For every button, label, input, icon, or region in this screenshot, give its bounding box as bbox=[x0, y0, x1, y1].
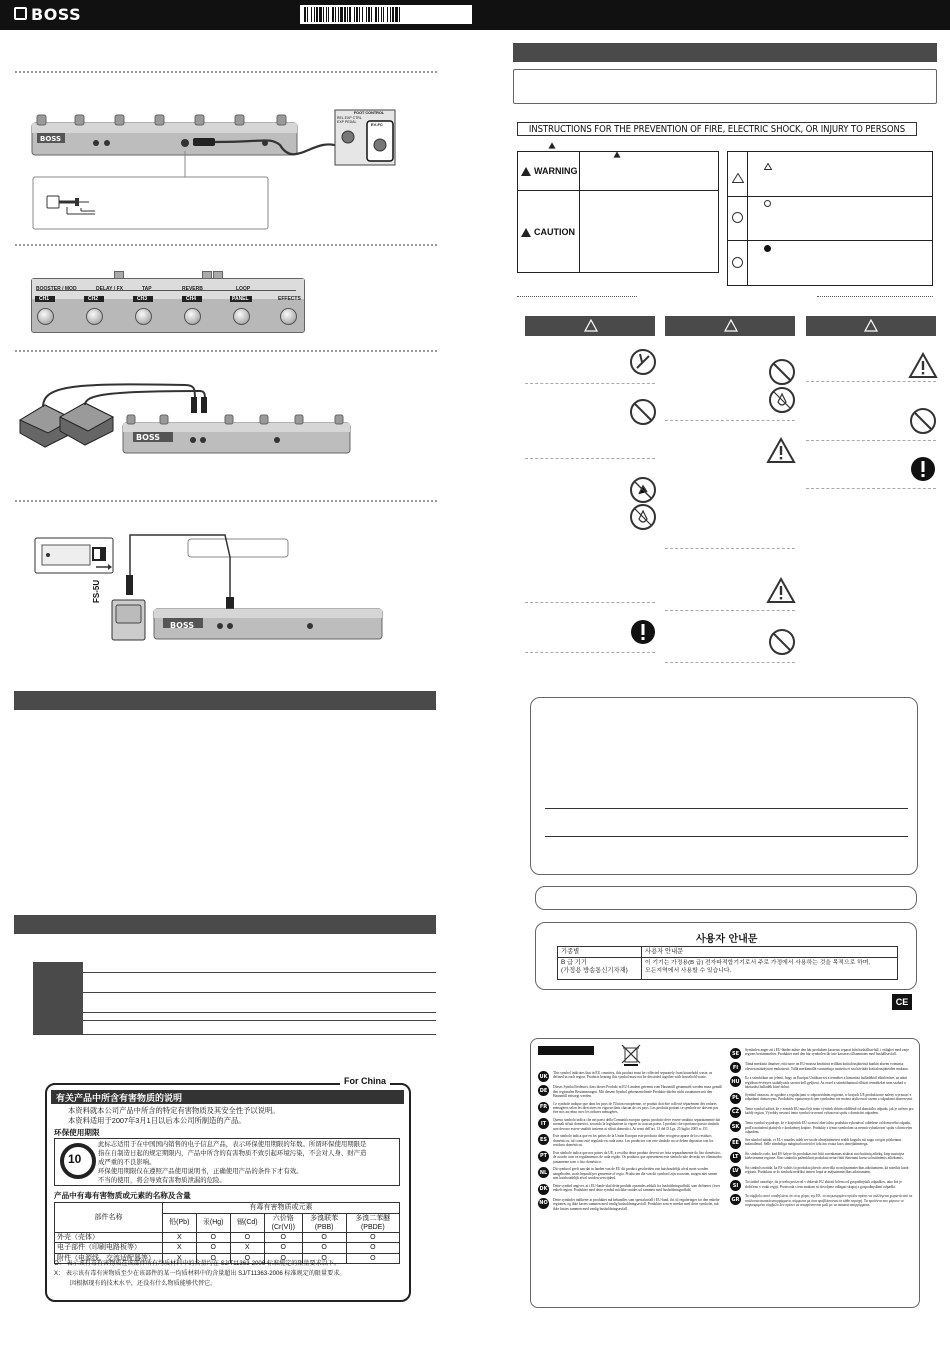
mandatory-inline-icon bbox=[764, 245, 771, 252]
triangle-inline-icon bbox=[764, 157, 772, 175]
weee-text: Questo simbolo indica che nei paesi della Comunità europea questo prodotto deve essere smaltito separatamente dai normali rifiuti domestici, secondo la legislazione in vigore in ciascun paese. I prodotti che riportano questo simbolo non devono essere smaltiti insieme ai rifiuti domestici. Ai sensi dell'art. 13 del D.Lgs. 25 luglio 2005 n. 151. bbox=[553, 1118, 720, 1131]
hazard-table bbox=[54, 1202, 400, 1264]
brand-logo: BOSS bbox=[31, 5, 82, 24]
weee-entry bbox=[538, 1151, 722, 1164]
ko-cell: 이 기기는 가정용(B 급) 전자파적합기기로서 주로 가정에서 사용하는 것을 목적으로 하며, 모든지역에서 사용할 수 있습니다. bbox=[642, 958, 898, 980]
warning-triangle-icon bbox=[766, 577, 796, 604]
for-china-badge: For China bbox=[340, 1076, 390, 1086]
prohibited-icon bbox=[768, 358, 796, 386]
ko-header: 기종별 bbox=[558, 947, 642, 958]
panel-jack bbox=[114, 271, 124, 279]
substance-header: 镉(Cd) bbox=[230, 1213, 264, 1232]
period-title: 环保使用期限 bbox=[54, 1128, 100, 1137]
section-divider bbox=[15, 244, 437, 246]
group-label: DELAY / FX bbox=[96, 286, 123, 292]
weee-text: Tento symbol udává, že v zemích EU musí být tento výrobek sbírán odděleně od domácího odpadu, jak je určeno pro každý region. Výrobky nesoucí tento symbol se nesmí vyhazovat spolu s domácím odpadem. bbox=[745, 1106, 914, 1116]
weee-text: Dit symbool geeft aan dat in landen van de EU dit product gescheiden van huishoudelijk afval moet worden aangeboden, zoals bepaald per gemeente of regio. Producten die van dit symbool zijn voorzien, mogen niet samen met huishoudelijk afval worden verwijderd. bbox=[553, 1167, 718, 1181]
section-divider bbox=[15, 71, 437, 73]
weee-text: Dieses Symbol bedeutet, dass dieses Produkt in EU-Ländern getrennt vom Hausmüll gesammelt werden muss gemäß den regionalen Bestimmungen. Mit diesem Symbol gekennzeichnete Produkte dürfen nicht zusammen mit den Hausmüll entsorgt werden. bbox=[553, 1085, 722, 1098]
barcode bbox=[300, 5, 472, 24]
caution-row bbox=[521, 227, 575, 237]
table-divider bbox=[747, 152, 748, 285]
period-text-5: 不当的使用，将会导致有害物质泄漏的危险。 bbox=[98, 1177, 226, 1184]
warning-caution-table bbox=[517, 151, 719, 273]
cell: O bbox=[196, 1253, 230, 1264]
ko-header: 사용자 안내문 bbox=[642, 947, 898, 958]
weee-text: Este símbolo indica que nos países da UE, a recolha deste produto deverá ser feita separadamente do lixo doméstico, de acordo com os regulamentos de cada região. Os produtos que apresentem este símbolo não deverão ser eliminados juntamente com o lixo doméstico. bbox=[553, 1150, 722, 1164]
korean-title: 사용자 안내문 bbox=[696, 934, 758, 945]
mandatory-symbol-icon bbox=[732, 257, 743, 268]
box-rule bbox=[545, 808, 908, 809]
table-divider bbox=[579, 152, 580, 272]
note-x-1: X： 表示该有毒有害物质至少在该部件的某一均质材料中的含量超出 SJ/T11363-2006 标准规定的限量要求。 bbox=[54, 1270, 346, 1277]
weee-entry bbox=[730, 1138, 914, 1149]
caution-icon bbox=[521, 228, 531, 237]
language-badge: FR bbox=[538, 1102, 549, 1113]
weee-entry bbox=[538, 1134, 722, 1147]
language-badge: NL bbox=[538, 1167, 549, 1178]
weee-right-column bbox=[730, 1048, 914, 1211]
footswitch bbox=[184, 308, 201, 325]
item-divider bbox=[525, 458, 655, 459]
part-name: 附件（电源线、交流适配器等） bbox=[55, 1253, 163, 1264]
group-label: BOOSTER / MOD bbox=[36, 286, 77, 292]
section-header-bar bbox=[14, 691, 436, 710]
prohibited-icon bbox=[768, 628, 796, 656]
section-divider bbox=[817, 296, 933, 297]
do-not-disassemble-icon bbox=[629, 348, 657, 376]
spec-row bbox=[83, 992, 436, 993]
weee-text: Šis simbols norāda, ka ES valstīs šo produktu jāievāc atsevišķi no mājsaimniecības atkritumiem, kā noteikts katrā reģionā. Produktus ar šo simbolu nedrīkst izmest kopā ar mājsaimniecības atkritumiem. bbox=[745, 1165, 909, 1175]
language-badge: LT bbox=[730, 1152, 741, 1163]
language-badge: SK bbox=[730, 1121, 741, 1132]
pedal-brand: BOSS bbox=[170, 621, 195, 630]
cell: X bbox=[163, 1232, 197, 1243]
cell: O bbox=[196, 1232, 230, 1243]
language-badge: EE bbox=[730, 1138, 741, 1149]
language-badge: SE bbox=[730, 1048, 741, 1059]
weee-text: Tento symbol vyjadruje, že v krajinách EÚ sa musí zber tohto produktu vykonávať oddelene od domového odpadu, podľa nariadení platných v konkrétnej krajine. Produkty s týmto symbolom sa nesmú vyhadzovať spolu s domovým odpadom. bbox=[745, 1121, 913, 1134]
weee-bin-icon bbox=[620, 1043, 642, 1067]
note-x-2: 因根据现有的技术水平，还没有什么物质能够代替它。 bbox=[70, 1280, 217, 1287]
cell: O bbox=[302, 1253, 346, 1264]
language-badge: LV bbox=[730, 1166, 741, 1177]
weee-entry bbox=[730, 1048, 914, 1059]
weee-text: Este símbolo indica que en los países de la Unión Europea este producto debe recogerse aparte de los residuos domésticos, tal como esté regulado en cada zona. Los productos con este símbolo no se deben depositar con los residuos domésticos. bbox=[553, 1134, 714, 1148]
no-water-icon bbox=[768, 386, 796, 414]
prohibited-icon bbox=[909, 407, 937, 435]
note-o: O： 表示该有毒有害物质在该部件所有均质材料中的含量均在 SJ/T11363-2006 标准规定的限量要求以下。 bbox=[54, 1260, 340, 1267]
item-divider bbox=[525, 383, 655, 384]
barcode-bar bbox=[400, 7, 402, 22]
item-divider bbox=[525, 652, 655, 653]
warning-icon bbox=[521, 167, 531, 176]
instructions-title: INSTRUCTIONS FOR THE PREVENTION OF FIRE, ELECTRIC SHOCK, OR INJURY TO PERSONS bbox=[517, 122, 917, 136]
weee-entry bbox=[730, 1180, 914, 1191]
weee-left-column bbox=[538, 1071, 722, 1214]
spec-row bbox=[83, 1020, 436, 1021]
foot-control-left-label: REL EXP CTRL EXP PEDAL bbox=[337, 116, 362, 124]
cell: O bbox=[230, 1253, 264, 1264]
substance-header: 铅(Pb) bbox=[163, 1213, 197, 1232]
section-divider bbox=[517, 296, 637, 297]
language-badge: IT bbox=[538, 1118, 549, 1129]
header-bar bbox=[0, 0, 950, 30]
cell: O bbox=[346, 1243, 399, 1254]
regulatory-box bbox=[530, 697, 918, 875]
cell: O bbox=[230, 1232, 264, 1243]
korean-table bbox=[557, 946, 898, 980]
period-text-2: 指在自制造日起的规定期限内，产品中所含的有害物质不致引起环境污染，不会对人身、财产造 bbox=[98, 1150, 367, 1157]
cell: O bbox=[264, 1253, 302, 1264]
footswitch-panel bbox=[31, 278, 305, 333]
spec-row bbox=[83, 972, 436, 973]
item-divider bbox=[806, 381, 936, 382]
weee-entry bbox=[538, 1167, 722, 1180]
panel-jack bbox=[202, 271, 212, 279]
part-name: 电子部件（印刷电路板等） bbox=[55, 1243, 163, 1254]
weee-entry bbox=[730, 1152, 914, 1163]
cell: O bbox=[346, 1232, 399, 1243]
language-badge: ES bbox=[538, 1134, 549, 1145]
weee-text: Ta simbol označuje, da je treba proizvod v državah EU zbirati ločeno od gospodinjskih odpadkov, tako kot je določeno v vsaki regiji. Proizvoda s tem znakom ni dovoljeno odlagati skupaj z gospodinjskimi odpadki. bbox=[745, 1180, 902, 1189]
prohibited-symbol-icon bbox=[732, 212, 743, 223]
weee-text: Το σύμβολο αυτό υποδηλώνει ότι στις χώρες της ΕΕ, το συγκεκριμένο προϊόν πρέπει να συλλέγεται χωριστά από τα υπόλοιπα οικιακά απορρίμματα, σύμφωνα με όσα προβλέπονται σε κάθε περιοχή. Τα προϊόντα που φέρουν το συγκεκριμένο σύμβολο δεν πρέπει να απορρίπτονται μαζί με τα οικιακά απορρίμματα. bbox=[745, 1194, 913, 1208]
china-intro-2: 本资料适用于2007年3月1日以后本公司所制造的产品。 bbox=[68, 1116, 246, 1125]
figure-exp-pedal-connection bbox=[15, 95, 440, 235]
warning-triangle-icon bbox=[549, 142, 556, 148]
weee-entry bbox=[730, 1194, 914, 1207]
symbol-legend-table bbox=[727, 151, 933, 286]
language-badge: PT bbox=[538, 1151, 549, 1162]
cell: O bbox=[196, 1243, 230, 1254]
section-divider bbox=[15, 500, 437, 502]
panel-jack bbox=[213, 271, 223, 279]
weee-entry bbox=[538, 1085, 722, 1098]
cell: X bbox=[163, 1253, 197, 1264]
language-badge: FI bbox=[730, 1062, 741, 1073]
group-label: TAP bbox=[142, 286, 152, 292]
no-water-icon bbox=[629, 503, 657, 531]
prohibited-icon bbox=[629, 398, 657, 426]
table-row bbox=[55, 1243, 400, 1254]
substance-header: 六价铬 (Cr(VI)) bbox=[264, 1213, 302, 1232]
item-divider bbox=[806, 488, 936, 489]
part-header: 部件名称 bbox=[55, 1203, 163, 1233]
weee-text: Tämä merkintä ilmaisee, että tuote on EU-maissa kerättävä erillään kotitalousjätteistä kunkin alueen voimassa olevien määräysten mukaisesti. Tällä merkinnällä varustettuja tuotteita ei saa hävittää kotitalousjätteiden mukana. bbox=[745, 1062, 909, 1071]
footswitch bbox=[233, 308, 250, 325]
group-label: LOOP bbox=[236, 286, 251, 292]
warning-row bbox=[521, 166, 578, 176]
item-divider bbox=[525, 602, 655, 603]
cell: X bbox=[230, 1243, 264, 1254]
table-divider bbox=[728, 240, 932, 241]
box-rule bbox=[545, 836, 908, 837]
weee-text: Šis simbolis rodo, kad ES šalyse šis produktas turi būti surenkamas atskirai nuo buitinių atliekų, kaip nustatyta kiekviename regione. Šiuo simboliu paženklinti produktai neturi būti išmetami kartu su buitinėmis atliekomis. bbox=[745, 1151, 905, 1161]
button-label: CH2 bbox=[88, 296, 99, 302]
weee-entry bbox=[538, 1184, 722, 1195]
ko-cell: B 급 기기 (가정용 방송통신기자재) bbox=[558, 958, 642, 980]
weee-text: See sümbol näitab, et EL-i maades tuleb see toode olmejäätmetest eraldi koguda, nii nagu on igas piirkonnas määratletud. Selle sümboliga märgitud tooteid ei tohi ära visata koos olmejäätmetega. bbox=[745, 1137, 902, 1146]
weee-text: Ez a szimbólum azt jelenti, hogy az Európai Unióban ezt a terméket a háztartási hulladéktól elkülönítve, az adott régióban érvényes szabályozás szerint kell gyűjteni. Az ezzel a szimbólummal ellátott termékeket nem szabad a háztartási hulladék közé dobni. bbox=[745, 1076, 908, 1090]
weee-text: Dette symbol angiver, at i EU-lande skal dette produkt opsamles adskilt fra husholdningsaffald, som defineret i hver enkelt region. Produkter med dette symbol må ikke smides ud sammen med husholdningsaffald. bbox=[553, 1183, 721, 1193]
weee-text: Symbol oznacza, że zgodnie z regulacjami w odpowiednim regionie, w krajach UE produktu nie należy wyrzucać z odpadami domowymi. Produktów opatrzonych tym symbolem nie można utylizować razem z odpadami domowymi. bbox=[745, 1092, 913, 1102]
table-divider bbox=[518, 190, 718, 191]
table-row bbox=[55, 1232, 400, 1243]
button-label: PANEL bbox=[232, 296, 249, 302]
footswitch bbox=[86, 308, 103, 325]
spec-row bbox=[83, 1012, 436, 1013]
cell: O bbox=[302, 1232, 346, 1243]
language-badge: GR bbox=[730, 1194, 741, 1205]
spec-table-header bbox=[33, 962, 83, 1034]
item-divider bbox=[665, 420, 795, 421]
weee-entry bbox=[730, 1107, 914, 1118]
weee-entry bbox=[538, 1071, 722, 1082]
eco-period-number: 10 bbox=[68, 1152, 82, 1166]
language-badge: DE bbox=[538, 1085, 549, 1096]
warning-label: WARNING bbox=[534, 166, 578, 176]
period-text-3: 成严重的不良影响。 bbox=[98, 1159, 156, 1166]
button-label: CH4 bbox=[186, 296, 197, 302]
notice-box bbox=[513, 69, 937, 104]
ce-mark: CE bbox=[892, 994, 912, 1010]
triangle-outline-icon bbox=[732, 170, 744, 180]
weee-text: Symbolen anger att i EU-länder måste den här produkten kasseras separat från hushållsavfall, i enlighet med varje regions bestämmelser. Produkter med den här symbolen får inte kasseras tillsammans med hushållsavfall. bbox=[745, 1048, 909, 1057]
boss-logo-icon bbox=[14, 7, 27, 20]
foot-control-right-label: EV-FC bbox=[371, 122, 383, 127]
section-header-bar bbox=[513, 43, 937, 62]
weee-label-bar bbox=[538, 1046, 594, 1055]
prohibited-inline-icon bbox=[764, 200, 771, 207]
language-badge: UK bbox=[538, 1071, 549, 1082]
weee-text: This symbol indicates that in EU countries, this product must be collected separately from household waste, as defined in each region. Products bearing this symbol must not be discarded together with household waste. bbox=[553, 1071, 713, 1080]
section-divider bbox=[15, 350, 437, 352]
cell: O bbox=[264, 1243, 302, 1254]
caution-label: CAUTION bbox=[534, 227, 575, 237]
group-rule bbox=[36, 290, 296, 291]
spec-row bbox=[33, 1034, 436, 1035]
weee-entry bbox=[730, 1121, 914, 1134]
figure-footswitch-connection bbox=[30, 525, 390, 645]
china-intro-1: 本资料就本公司产品中所含的特定有害物质及其安全性予以说明。 bbox=[68, 1106, 280, 1115]
substance-header: 汞(Hg) bbox=[196, 1213, 230, 1232]
weee-entry bbox=[730, 1093, 914, 1104]
cell: O bbox=[302, 1243, 346, 1254]
china-title: 有关产品中所含有害物质的说明 bbox=[56, 1093, 183, 1103]
figure-two-pedals bbox=[15, 375, 355, 460]
table-title: 产品中有毒有害物质或元素的名称及含量 bbox=[54, 1191, 191, 1200]
mandatory-icon bbox=[909, 455, 937, 483]
foot-control-title: FOOT CONTROL bbox=[353, 111, 385, 115]
cell: O bbox=[264, 1232, 302, 1243]
footswitch bbox=[135, 308, 152, 325]
table-divider bbox=[728, 196, 932, 197]
language-badge: DK bbox=[538, 1184, 549, 1195]
do-not-touch-icon bbox=[629, 476, 657, 504]
weee-entry bbox=[538, 1198, 722, 1211]
fs5u-label: FS-5U bbox=[92, 579, 101, 603]
weee-entry bbox=[730, 1166, 914, 1177]
weee-entry bbox=[538, 1118, 722, 1131]
footswitch bbox=[280, 308, 297, 325]
item-divider bbox=[806, 440, 936, 441]
period-text-4: 环保使用期限仅在遵照产品使用说明书，正确使用产品的条件下才有效。 bbox=[98, 1168, 303, 1175]
language-badge: HU bbox=[730, 1076, 741, 1087]
weee-text: Dette symbolet indikerer at produktet må behandles som spesialavfall i EU-land, iht. til reguleringer for den enkelte regionen, og ikke kastes sammen med vanlig husholdningsavfall. Produkter som er merket med dette symbolet, må ikke kastes sammen med vanlig husholdningsavfall. bbox=[553, 1197, 720, 1211]
button-label: CH1 bbox=[39, 296, 50, 302]
language-badge: PL bbox=[730, 1093, 741, 1104]
weee-text: Ce symbole indique que dans les pays de l'Union européenne, ce produit doit être collecté séparément des ordures ménagères selon les directives en vigueur dans chacun de ces pays. Les produits portant ce symbole ne doivent pas être mis au rebut avec les ordures ménagères. bbox=[553, 1101, 719, 1115]
language-badge: SI bbox=[730, 1180, 741, 1191]
item-divider bbox=[665, 548, 795, 549]
button-label: EFFECTS bbox=[278, 296, 301, 302]
warning-triangle-icon bbox=[766, 437, 796, 464]
substance-header: 多溴二苯醚 (PBDE) bbox=[346, 1213, 399, 1232]
period-text-1: 此标志适用于在中国国内销售的电子信息产品，表示环保使用期限的年数。所谓环保使用期限是 bbox=[98, 1141, 367, 1148]
substance-header: 多溴联苯 (PBB) bbox=[302, 1213, 346, 1232]
footswitch bbox=[37, 308, 54, 325]
pedal-brand: BOSS bbox=[136, 433, 161, 442]
weee-entry bbox=[538, 1102, 722, 1115]
weee-entry bbox=[730, 1062, 914, 1073]
button-label: CH3 bbox=[137, 296, 148, 302]
part-name: 外壳（壳体） bbox=[55, 1232, 163, 1243]
group-label: REVERB bbox=[182, 286, 203, 292]
warning-header-icon bbox=[724, 319, 738, 332]
warning-header-icon bbox=[584, 319, 598, 332]
notice-box-2 bbox=[535, 886, 917, 910]
language-badge: NO bbox=[538, 1198, 549, 1209]
item-divider bbox=[665, 610, 795, 611]
cell: O bbox=[346, 1253, 399, 1264]
cell: X bbox=[163, 1243, 197, 1254]
item-divider bbox=[665, 662, 795, 663]
svg-text:BOSS: BOSS bbox=[40, 135, 62, 143]
caution-header-icon bbox=[864, 319, 878, 332]
section-header-bar bbox=[14, 915, 436, 934]
group-header: 有毒有害物质或元素 bbox=[163, 1203, 400, 1214]
caution-triangle-icon bbox=[908, 352, 938, 379]
language-badge: CZ bbox=[730, 1107, 741, 1118]
mandatory-icon bbox=[629, 618, 657, 646]
weee-entry bbox=[730, 1076, 914, 1089]
